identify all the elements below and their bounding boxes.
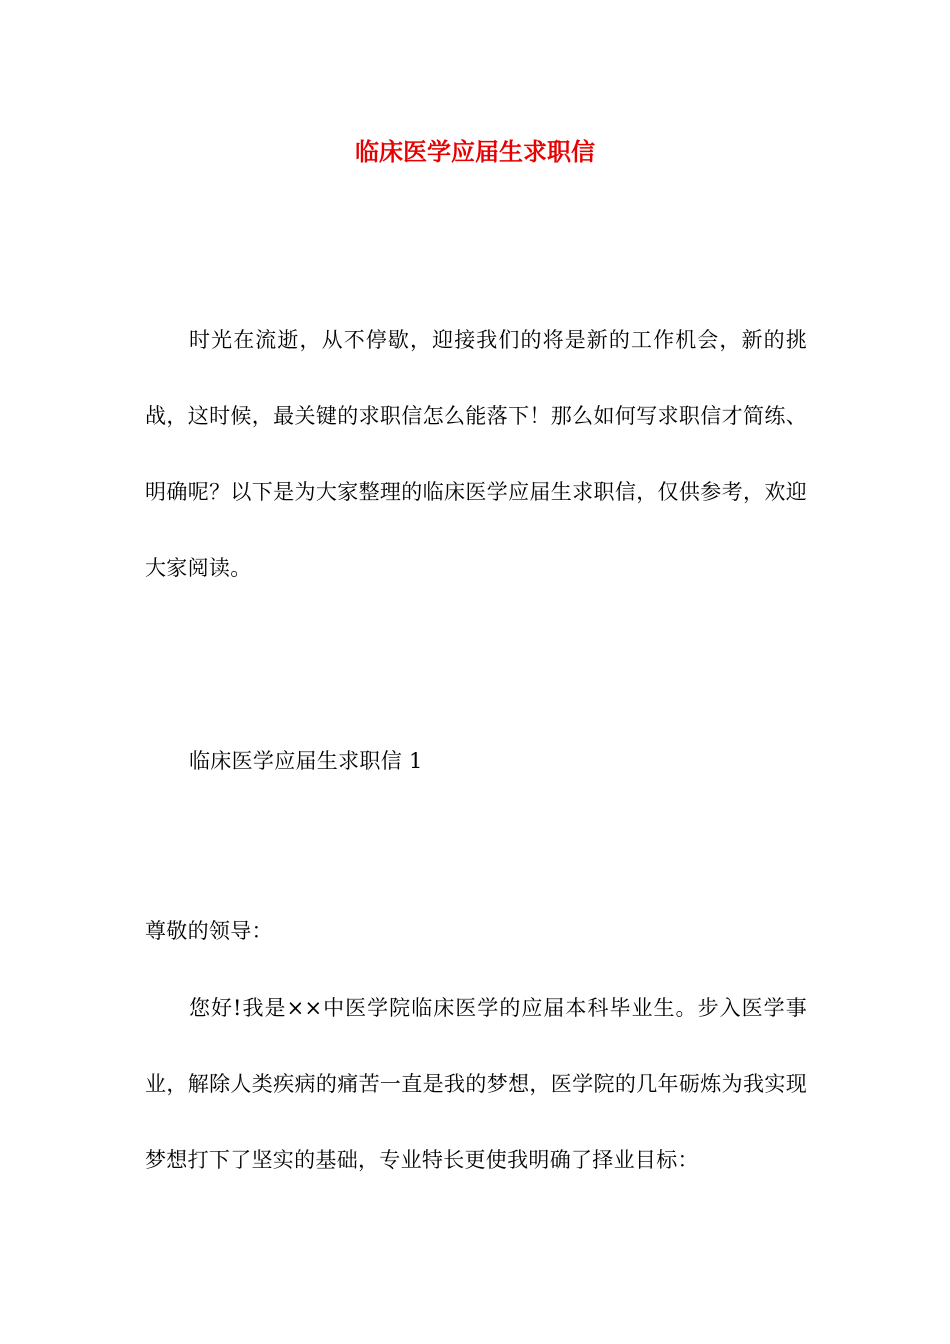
section-heading: 临床医学应届生求职信 1 xyxy=(189,749,423,773)
intro-paragraph: 时光在流逝，从不停歇，迎接我们的将是新的工作机会，新的挑战，这时候，最关键的求职信怎么能落下！那么如何写求职信才简练、明确呢？以下是为大家整理的临床医学应届生求职信，仅供参考，欢迎大家阅读。 xyxy=(145,328,807,580)
body-paragraph: 您好!我是××中医学院临床医学的应届本科毕业生。步入医学事业，解除人类疾病的痛苦一直是我的梦想，医学院的几年砺炼为我实现梦想打下了坚实的基础，专业特长更使我明确了择业目标： xyxy=(145,996,807,1172)
document-title: 临床医学应届生求职信 xyxy=(355,137,595,166)
salutation: 尊敬的领导： xyxy=(145,919,273,943)
